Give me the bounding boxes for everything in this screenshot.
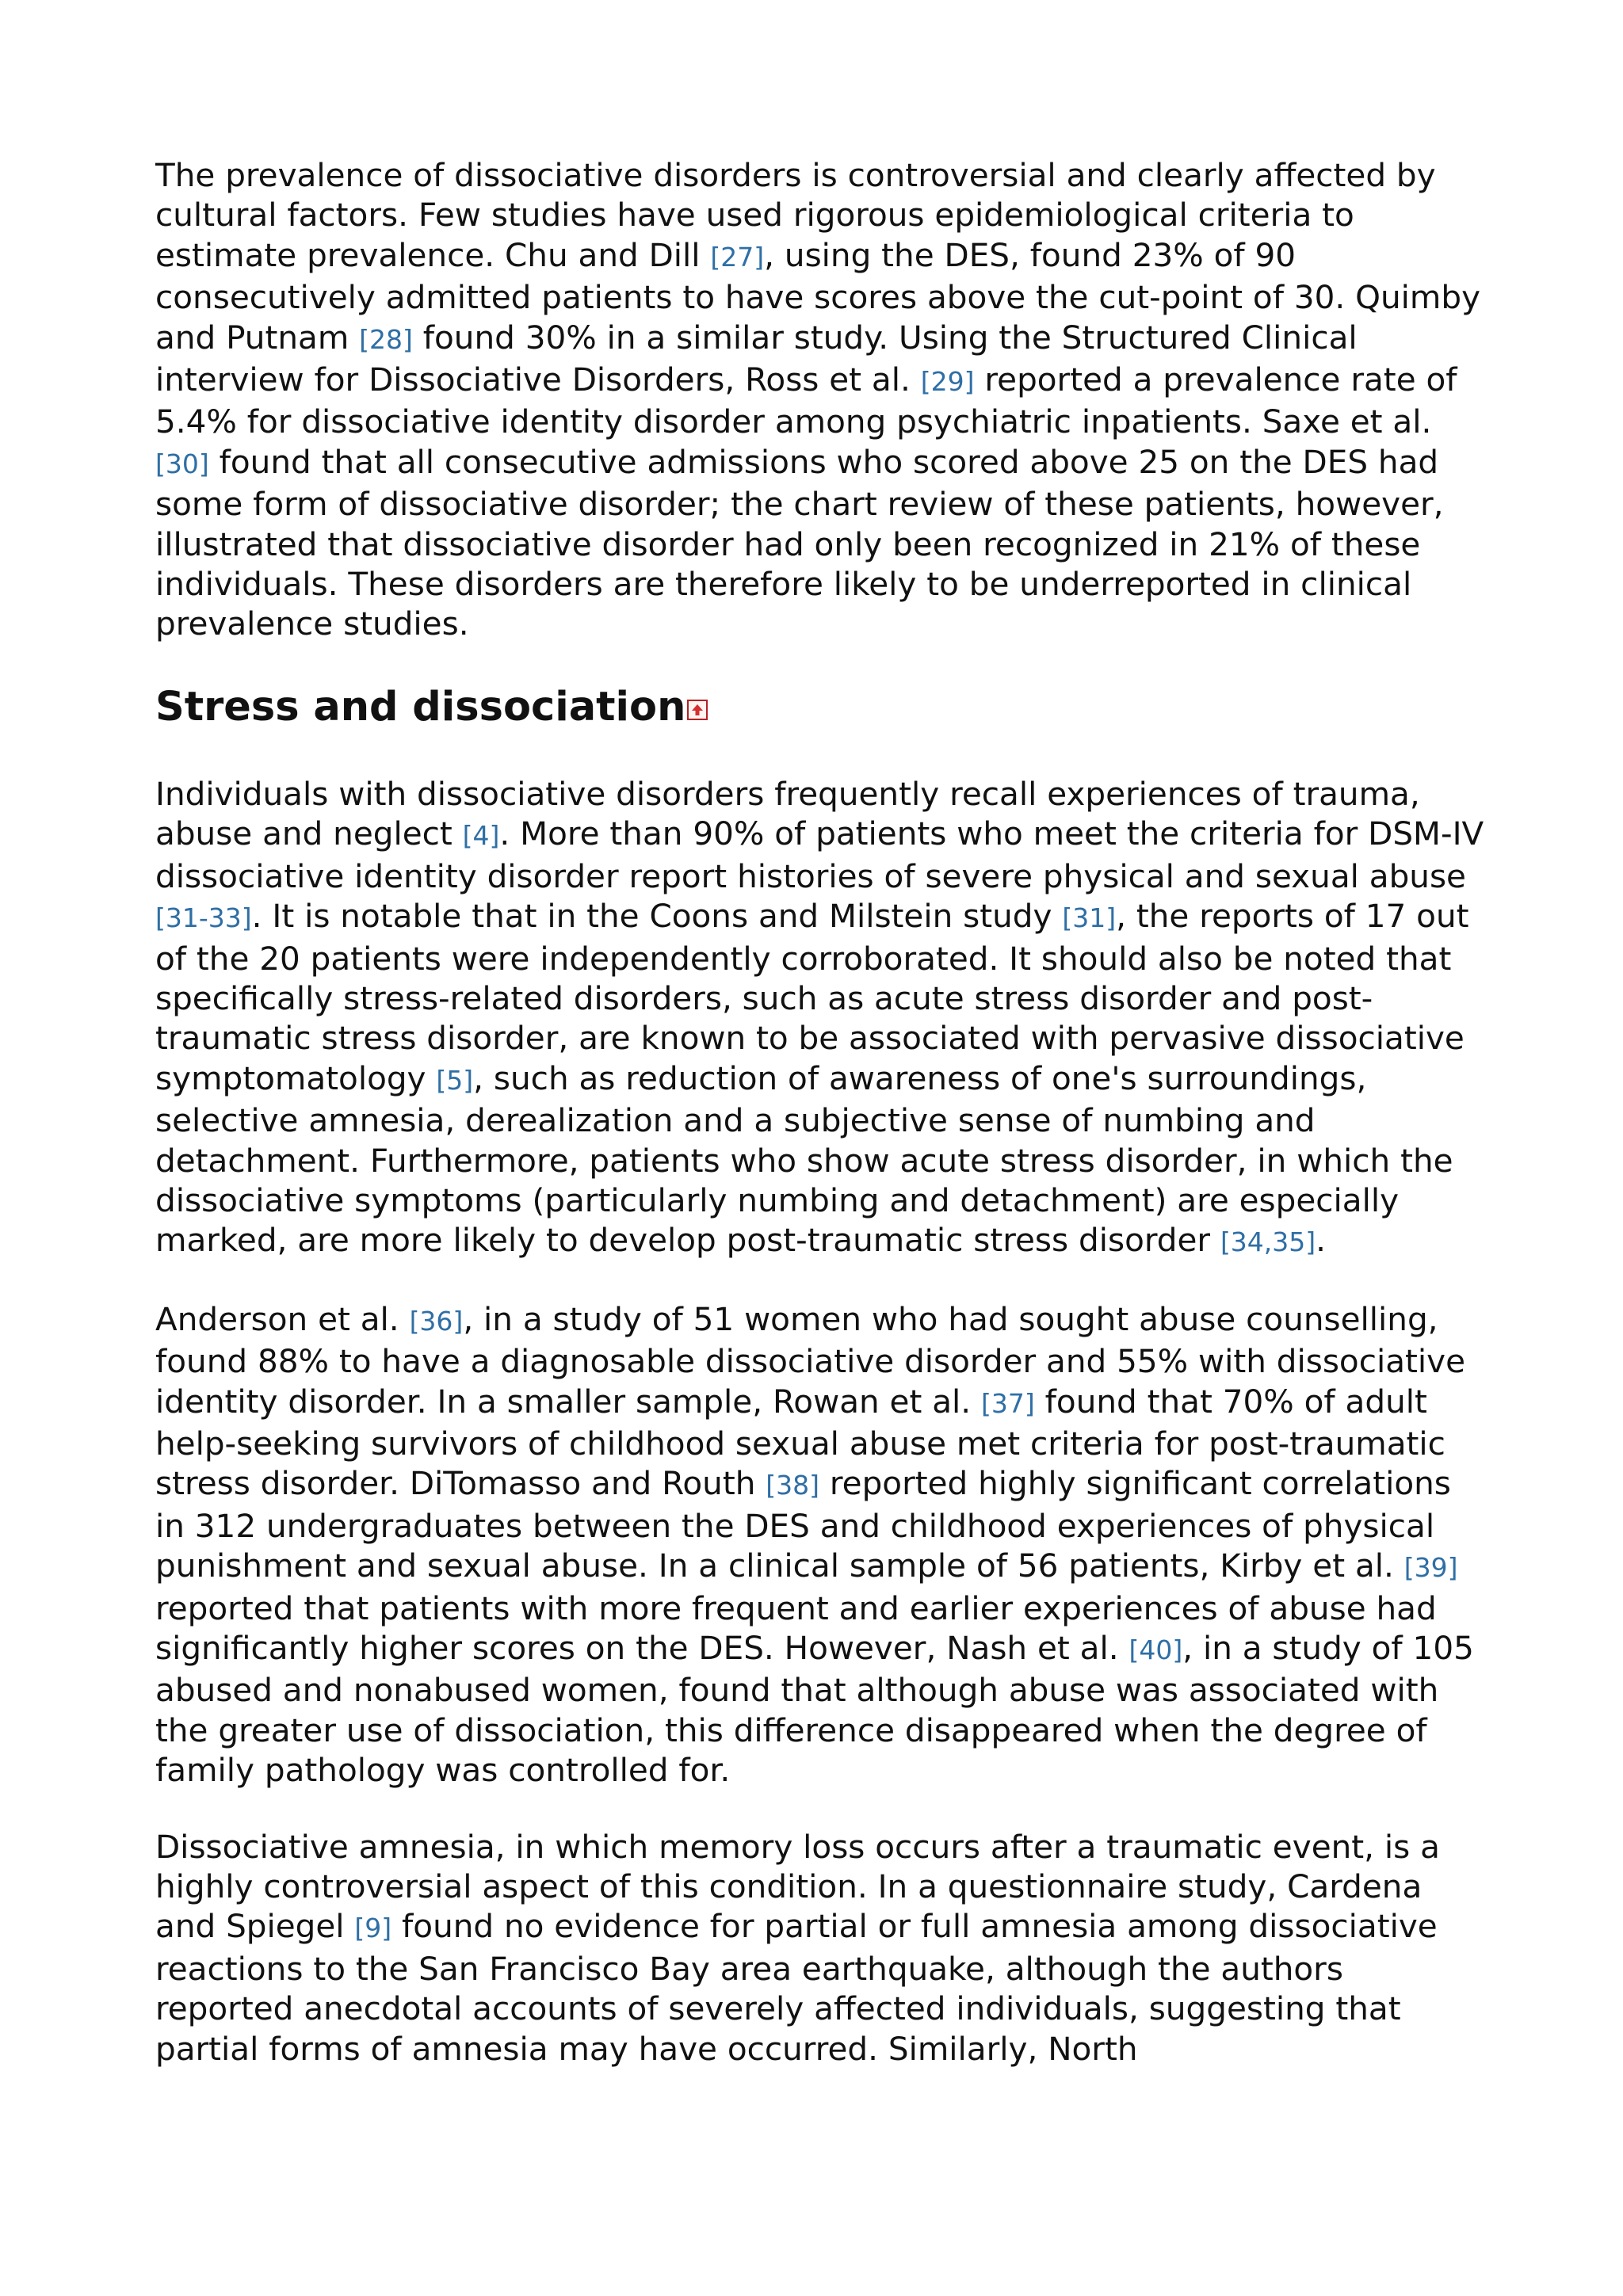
intro-paragraph <box>155 155 1487 644</box>
citation-link[interactable]: [29] <box>920 366 975 398</box>
citation-link[interactable]: [27] <box>710 241 765 273</box>
citation-link[interactable]: [36] <box>409 1305 464 1337</box>
text-run: found that 70% of adult help-seeking survivors of childhood sexual abuse met criteria for post-traumatic stress disorder. DiTomasso and Routh <box>155 1382 1445 1503</box>
body-paragraph-1 <box>155 774 1487 1263</box>
text-run: . It is notable that in the Coons and Milstein study <box>251 897 1063 936</box>
text-run: , using the DES, found 23% of 90 consecutively admitted patients to have scores above the cut-point of 30. Quimby and Putnam <box>155 235 1481 357</box>
citation-link[interactable]: [4] <box>462 820 500 852</box>
citation-link[interactable]: [31] <box>1062 902 1117 934</box>
citation-link[interactable]: [39] <box>1403 1552 1458 1584</box>
citation-link[interactable]: [5] <box>436 1064 474 1096</box>
citation-link[interactable]: [30] <box>155 448 209 479</box>
text-run: found no evidence for partial or full amnesia among dissociative reactions to the San Francisco Bay area earthquake, although the authors reported anecdotal accounts of severely affected individuals, suggesting that partial forms of amnesia may have occurred. Similarly, North <box>155 1907 1438 2068</box>
text-run: , the reports of 17 out of the 20 patients were independently corroborated. It should also be noted that specifically stress-related disorders, such as acute stress disorder and post-traumatic stress disorder, are known to be associated with pervasive dissociative symptomatology <box>155 897 1469 1097</box>
text-run: , in a study of 105 abused and nonabused women, found that although abuse was associated with the greater use of dissociation, this difference disappeared when the degree of family pathology was controlled for. <box>155 1629 1474 1790</box>
text-run: Dissociative amnesia, in which memory loss occurs after a traumatic event, is a highly controversial aspect of this condition. In a questionnaire study, Cardena and Spiegel <box>155 1827 1440 1946</box>
citation-link[interactable]: [9] <box>354 1913 392 1944</box>
body-paragraph-2 <box>155 1299 1487 1791</box>
citation-link[interactable]: [38] <box>766 1470 820 1501</box>
section-title: Stress and dissociation <box>155 683 686 730</box>
text-run: . <box>1316 1221 1327 1260</box>
text-run: found that all consecutive admissions who scored above 25 on the DES had some form of dissociative disorder; the chart review of these patients, however, illustrated that dissociative disorder had only been recognized in 21% of these individuals. These disorders are therefore likely to be underreported in clinical prevalence studies. <box>155 442 1444 643</box>
article-page <box>155 155 1487 2069</box>
text-run: found 30% in a similar study. Using the Structured Clinical interview for Dissociative Disorders, Ross et al. <box>155 318 1358 399</box>
text-run: , such as reduction of awareness of one's surroundings, selective amnesia, derealization and a subjective sense of numbing and detachment. Furthermore, patients who show acute stress disorder, in which the dissociative symptoms (particularly numbing and detachment) are especially marked, are more likely to develop post-traumatic stress disorder <box>155 1058 1453 1260</box>
text-run: reported a prevalence rate of 5.4% for dissociative identity disorder among psychiatric inpatients. Saxe et al. <box>155 360 1457 441</box>
text-run: reported highly significant correlations in 312 undergraduates between the DES and childhood experiences of physical punishment and sexual abuse. In a clinical sample of 56 patients, Kirby et al. <box>155 1464 1451 1585</box>
body-paragraph-3 <box>155 1827 1487 2069</box>
citation-link[interactable]: [31-33] <box>155 902 252 934</box>
back-to-top-icon[interactable] <box>687 700 708 720</box>
citation-link[interactable]: [40] <box>1128 1634 1183 1665</box>
text-run: Individuals with dissociative disorders frequently recall experiences of trauma, abuse and neglect <box>155 774 1420 853</box>
text-run: . More than 90% of patients who meet the criteria for DSM-IV dissociative identity disorder report histories of severe physical and sexual abuse <box>155 814 1484 895</box>
text-run: , in a study of 51 women who had sought abuse counselling, found 88% to have a diagnosable dissociative disorder and 55% with dissociative identity disorder. In a smaller sample, Rowan et al. <box>155 1299 1466 1421</box>
citation-link[interactable]: [28] <box>359 323 413 355</box>
text-run: The prevalence of dissociative disorders is controversial and clearly affected by cultural factors. Few studies have used rigorous epidemiological criteria to estimate prevalence. Chu and Dill <box>155 156 1436 274</box>
citation-link[interactable]: [34,35] <box>1220 1226 1316 1258</box>
text-run: Anderson et al. <box>155 1299 410 1338</box>
section-heading <box>155 684 1487 731</box>
text-run: reported that patients with more frequent and earlier experiences of abuse had significantly higher scores on the DES. However, Nash et al. <box>155 1589 1437 1667</box>
citation-link[interactable]: [37] <box>981 1387 1035 1419</box>
